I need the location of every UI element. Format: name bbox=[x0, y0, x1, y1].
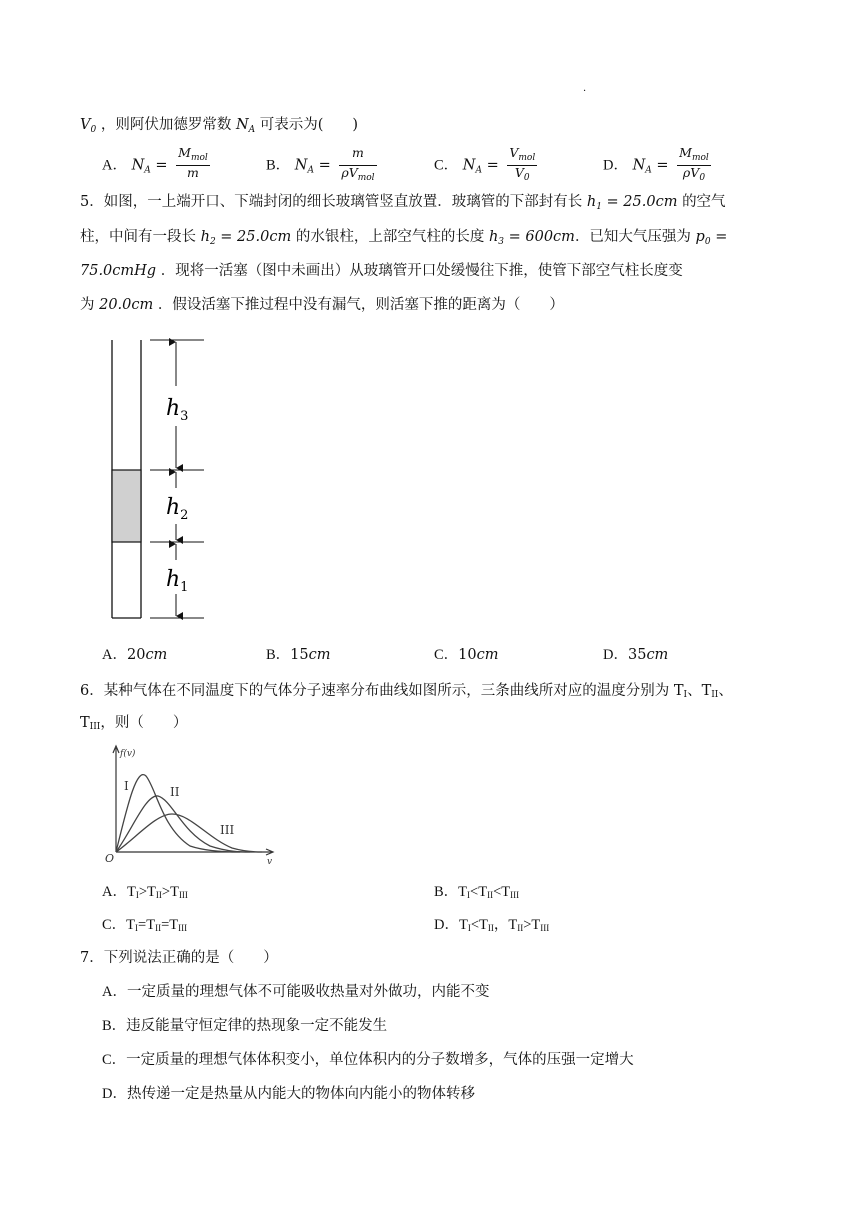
fraction: $\frac{V_{mol}}{V_0}$ bbox=[509, 145, 536, 183]
q4-option-a[interactable]: A． $N_A$ = $\frac{M_{mol}}{m}$ bbox=[102, 146, 210, 185]
q6-option-c[interactable]: C．TI=TII=TIII bbox=[102, 917, 188, 933]
q5-option-d[interactable]: D．35cm bbox=[603, 647, 669, 663]
curve-III-label: III bbox=[220, 823, 235, 837]
glass-tube-figure bbox=[100, 336, 210, 626]
curve-I-label: I bbox=[124, 779, 129, 793]
fraction: $\frac{M_{mol}}{\rho V_0}$ bbox=[679, 145, 709, 183]
fraction: $\frac{m}{\rho V_{mol}}$ bbox=[341, 145, 375, 183]
q5-option-c[interactable]: C．10cm bbox=[434, 647, 499, 663]
y-axis-label: f(v) bbox=[120, 749, 136, 759]
q4-option-c[interactable]: C． $N_A$ = $\frac{V_{mol}}{V_0}$ bbox=[434, 145, 536, 183]
q5-line-2: 柱，中间有一段长 $h_2 = 25.0cm$ 的水银柱，上部空气柱的长度 $h_3 = 600cm$．已知大气压强为 $p_0$ = bbox=[80, 229, 728, 247]
h1-label: $h_1$ bbox=[166, 567, 189, 595]
curve-II-label: II bbox=[170, 785, 180, 799]
q5-line-1: 5．如图，一上端开口、下端封闭的细长玻璃管竖直放置．玻璃管的下部封有长 $h_1 = 25.0cm$ 的空气 bbox=[80, 194, 726, 212]
q5-option-b[interactable]: B．15cm bbox=[266, 647, 331, 663]
q6-option-d[interactable]: D．TI<TII，TII>TIII bbox=[434, 917, 550, 933]
q6-line-1: 6．某种气体在不同温度下的气体分子速率分布曲线如图所示，三条曲线所对应的温度分别为 TI、TII、 bbox=[80, 683, 733, 700]
mercury-column bbox=[112, 470, 141, 542]
q6-option-a[interactable]: A．TI>TII>TIII bbox=[102, 884, 188, 900]
speed-distribution-figure bbox=[100, 742, 280, 866]
q6-option-b[interactable]: B．TI<TII<TIII bbox=[434, 884, 520, 900]
h3-label: $h_3$ bbox=[166, 396, 189, 424]
q5-option-a[interactable]: A．20cm bbox=[102, 647, 168, 663]
header-dot: · bbox=[583, 86, 587, 97]
q4-option-d[interactable]: D． $N_A$ = $\frac{M_{mol}}{\rho V_0}$ bbox=[603, 145, 709, 183]
h2-label: $h_2$ bbox=[166, 495, 189, 523]
x-axis-label: v bbox=[267, 857, 273, 866]
q5-line-3: 75.0cmHg ．现将一活塞（图中未画出）从玻璃管开口处缓慢往下推，使管下部空气柱长度变 bbox=[80, 263, 683, 279]
q4-stem: $V_0$ ，则阿伏加德罗常数 $N_A$ 可表示为( ) bbox=[80, 117, 359, 135]
q7-option-c[interactable]: C．一定质量的理想气体体积变小，单位体积内的分子数增多，气体的压强一定增大 bbox=[102, 1052, 634, 1068]
q7-option-d[interactable]: D．热传递一定是热量从内能大的物体向内能小的物体转移 bbox=[102, 1086, 475, 1102]
q7-option-a[interactable]: A．一定质量的理想气体不可能吸收热量对外做功，内能不变 bbox=[102, 984, 490, 1000]
q5-line-4: 为 20.0cm ．假设活塞下推过程中没有漏气，则活塞下推的距离为（ ） bbox=[80, 297, 564, 313]
q6-line-2: TIII，则（ ） bbox=[80, 715, 188, 732]
q7-stem: 7．下列说法正确的是（ ） bbox=[80, 950, 278, 966]
origin-label: O bbox=[105, 852, 115, 865]
q4-option-b[interactable]: B． $N_A$ = $\frac{m}{\rho V_{mol}}$ bbox=[266, 145, 375, 183]
fraction: $\frac{M_{mol}}{m}$ bbox=[178, 145, 208, 180]
q7-option-b[interactable]: B．违反能量守恒定律的热现象一定不能发生 bbox=[102, 1018, 388, 1034]
curve-III bbox=[116, 814, 262, 852]
